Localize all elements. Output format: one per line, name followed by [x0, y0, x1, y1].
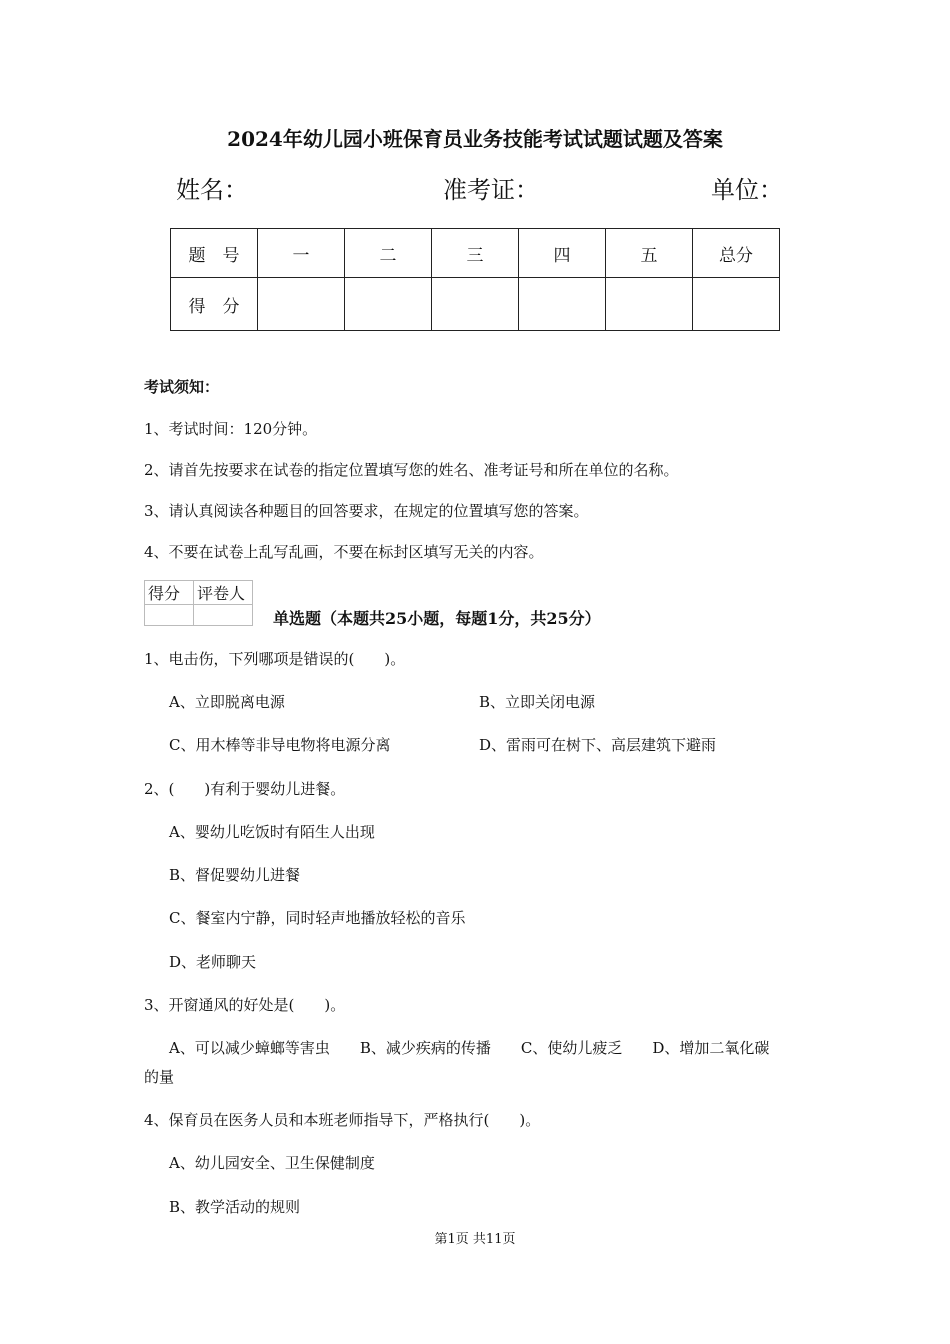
option: C、用木棒等非导电物将电源分离	[169, 736, 391, 754]
question-stem: 2、( )有利于婴幼儿进餐。	[144, 780, 346, 798]
options-line-wrap: 的量	[144, 1068, 175, 1086]
option: A、立即脱离电源	[169, 693, 285, 711]
score-cell	[345, 278, 432, 331]
option: A、幼儿园安全、卫生保健制度	[169, 1154, 375, 1172]
score-header-cell: 五	[606, 229, 693, 278]
score-header-cell: 一	[258, 229, 345, 278]
score-header-cell: 三	[432, 229, 519, 278]
score-row-label: 得 分	[171, 278, 258, 331]
score-table-header-row	[171, 229, 780, 278]
score-cell	[693, 278, 780, 331]
score-table-score-row	[171, 278, 780, 331]
score-header-cell: 题 号	[171, 229, 258, 278]
option: B、督促婴幼儿进餐	[169, 866, 301, 884]
notice-item: 2、请首先按要求在试卷的指定位置填写您的姓名、准考证号和所在单位的名称。	[144, 461, 679, 479]
notice-item: 4、不要在试卷上乱写乱画，不要在标封区填写无关的内容。	[144, 543, 544, 561]
option: B、立即关闭电源	[479, 693, 596, 711]
question-stem: 1、电击伤，下列哪项是错误的( )。	[144, 650, 406, 668]
option: D、雷雨可在树下、高层建筑下避雨	[479, 736, 717, 754]
score-cell	[258, 278, 345, 331]
score-header-cell: 二	[345, 229, 432, 278]
score-table	[170, 228, 780, 331]
grader-score-cell	[145, 605, 194, 626]
exam-number-field-label: 准考证：	[443, 176, 539, 204]
document-title: 2024年幼儿园小班保育员业务技能考试试题试题及答案	[227, 127, 723, 151]
score-cell	[519, 278, 606, 331]
option: D、老师聊天	[169, 953, 257, 971]
grader-reviewer-label: 评卷人	[194, 581, 253, 605]
notice-heading: 考试须知：	[144, 378, 220, 396]
section-title: 单选题（本题共25小题，每题1分，共25分）	[273, 609, 601, 628]
unit-field-label: 单位：	[711, 176, 783, 204]
option: B、教学活动的规则	[169, 1198, 301, 1216]
option: C、餐室内宁静，同时轻声地播放轻松的音乐	[169, 909, 466, 927]
option: A、婴幼儿吃饭时有陌生人出现	[169, 823, 375, 841]
score-header-cell: 总分	[693, 229, 780, 278]
notice-item: 3、请认真阅读各种题目的回答要求，在规定的位置填写您的答案。	[144, 502, 589, 520]
grader-reviewer-cell	[194, 605, 253, 626]
score-cell	[606, 278, 693, 331]
grader-box	[144, 580, 253, 626]
notice-item: 1、考试时间：120分钟。	[144, 420, 318, 438]
name-field-label: 姓名：	[176, 176, 248, 204]
grader-score-label: 得分	[145, 581, 194, 605]
score-cell	[432, 278, 519, 331]
options-line: A、可以减少蟑螂等害虫 B、减少疾病的传播 C、使幼儿疲乏 D、增加二氧化碳	[169, 1039, 770, 1057]
question-stem: 4、保育员在医务人员和本班老师指导下，严格执行( )。	[144, 1111, 541, 1129]
question-stem: 3、开窗通风的好处是( )。	[144, 996, 346, 1014]
score-header-cell: 四	[519, 229, 606, 278]
page-footer: 第1页 共11页	[434, 1232, 516, 1247]
